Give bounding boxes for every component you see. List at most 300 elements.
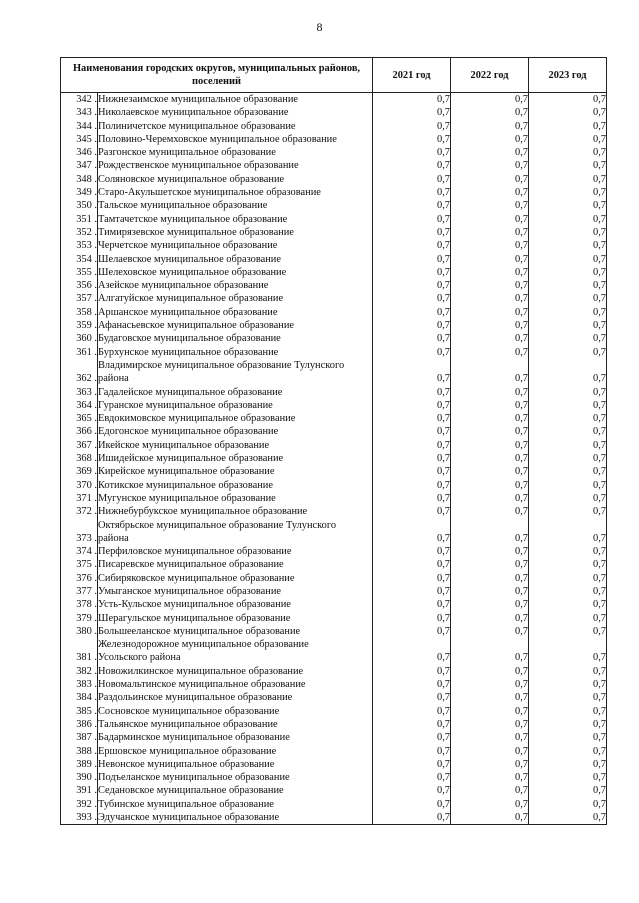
value-2023: 0,7 xyxy=(529,93,607,107)
value-2022: 0,7 xyxy=(451,705,529,718)
value-2023: 0,7 xyxy=(529,784,607,797)
table-row xyxy=(61,691,607,704)
municipality-name-line: Кирейское муниципальное образование xyxy=(98,466,275,478)
municipality-name xyxy=(98,784,373,797)
table-row xyxy=(61,572,607,585)
table-row xyxy=(61,412,607,425)
value-2022: 0,7 xyxy=(451,465,529,478)
value-2021: 0,7 xyxy=(373,266,451,279)
value-2022: 0,7 xyxy=(451,199,529,212)
row-number: 363 . xyxy=(61,386,98,399)
value-2021: 0,7 xyxy=(373,798,451,811)
row-number: 360 . xyxy=(61,332,98,345)
municipality-name-line: Октябрьское муниципальное образование Тулунского xyxy=(98,519,337,531)
table-row xyxy=(61,558,607,571)
municipality-name xyxy=(98,771,373,784)
table-row xyxy=(61,811,607,825)
value-2021: 0,7 xyxy=(373,505,451,518)
row-number: 350 . xyxy=(61,199,98,212)
row-number: 355 . xyxy=(61,266,98,279)
value-2023: 0,7 xyxy=(529,731,607,744)
table-row xyxy=(61,359,607,386)
municipality-name-line: Старо-Акульшетское муниципальное образование xyxy=(98,187,321,199)
value-2021: 0,7 xyxy=(373,213,451,226)
municipality-name-line: Бадарминское муниципальное образование xyxy=(98,732,290,744)
value-2023: 0,7 xyxy=(529,226,607,239)
table-row xyxy=(61,519,607,546)
municipality-name xyxy=(98,319,373,332)
municipality-name xyxy=(98,173,373,186)
value-2023: 0,7 xyxy=(529,306,607,319)
table-row xyxy=(61,731,607,744)
table-header-row xyxy=(61,58,607,93)
value-2021: 0,7 xyxy=(373,359,451,386)
municipality-name xyxy=(98,239,373,252)
table-row xyxy=(61,585,607,598)
municipality-name xyxy=(98,386,373,399)
row-number: 354 . xyxy=(61,253,98,266)
municipality-name-line: Тальянское муниципальное образование xyxy=(98,718,278,730)
value-2023: 0,7 xyxy=(529,452,607,465)
municipality-name xyxy=(98,439,373,452)
municipality-name xyxy=(98,266,373,279)
municipality-name-line: района xyxy=(98,373,129,385)
value-2022: 0,7 xyxy=(451,691,529,704)
value-2021: 0,7 xyxy=(373,678,451,691)
value-2023: 0,7 xyxy=(529,691,607,704)
municipality-name xyxy=(98,691,373,704)
municipality-name-line: Афанасьевское муниципальное образование xyxy=(98,320,295,332)
value-2021: 0,7 xyxy=(373,665,451,678)
municipality-name xyxy=(98,665,373,678)
value-2022: 0,7 xyxy=(451,585,529,598)
value-2022: 0,7 xyxy=(451,718,529,731)
value-2021: 0,7 xyxy=(373,173,451,186)
value-2022: 0,7 xyxy=(451,346,529,359)
municipality-name-line: Тамтачетское муниципальное образование xyxy=(98,213,288,225)
value-2022: 0,7 xyxy=(451,439,529,452)
row-number: 367 . xyxy=(61,439,98,452)
table-row xyxy=(61,199,607,212)
value-2023: 0,7 xyxy=(529,159,607,172)
value-2022: 0,7 xyxy=(451,279,529,292)
value-2021: 0,7 xyxy=(373,705,451,718)
table-row xyxy=(61,399,607,412)
table-row xyxy=(61,279,607,292)
municipality-name xyxy=(98,572,373,585)
value-2023: 0,7 xyxy=(529,346,607,359)
municipality-name-line: Соляновское муниципальное образование xyxy=(98,173,285,185)
value-2023: 0,7 xyxy=(529,359,607,386)
municipal-table xyxy=(60,57,607,825)
row-number: 372 . xyxy=(61,505,98,518)
page-number: 8 xyxy=(316,20,323,34)
municipality-name-line: Евдокимовское муниципальное образование xyxy=(98,413,296,425)
value-2022: 0,7 xyxy=(451,319,529,332)
value-2021: 0,7 xyxy=(373,239,451,252)
table-body xyxy=(61,93,607,825)
municipality-name-line: Шерагульское муниципальное образование xyxy=(98,612,291,624)
municipality-name xyxy=(98,253,373,266)
municipality-name xyxy=(98,731,373,744)
value-2023: 0,7 xyxy=(529,625,607,638)
municipality-name-line: Нижнезаимское муниципальное образование xyxy=(98,94,298,105)
row-number: 342 . xyxy=(61,93,98,107)
value-2021: 0,7 xyxy=(373,386,451,399)
value-2023: 0,7 xyxy=(529,173,607,186)
municipality-name-line: Сибиряковское муниципальное образование xyxy=(98,572,295,584)
row-number: 356 . xyxy=(61,279,98,292)
municipality-name-line: Сосновское муниципальное образование xyxy=(98,705,280,717)
table-row xyxy=(61,784,607,797)
row-number: 365 . xyxy=(61,412,98,425)
value-2021: 0,7 xyxy=(373,545,451,558)
row-number: 388 . xyxy=(61,745,98,758)
value-2022: 0,7 xyxy=(451,572,529,585)
value-2023: 0,7 xyxy=(529,718,607,731)
value-2022: 0,7 xyxy=(451,120,529,133)
table-row xyxy=(61,625,607,638)
municipality-name xyxy=(98,412,373,425)
value-2022: 0,7 xyxy=(451,399,529,412)
table-row xyxy=(61,492,607,505)
value-2023: 0,7 xyxy=(529,412,607,425)
value-2023: 0,7 xyxy=(529,199,607,212)
municipality-name-line: Раздольинское муниципальное образование xyxy=(98,692,293,704)
table-row xyxy=(61,306,607,319)
municipality-name-line: Седановское муниципальное образование xyxy=(98,785,284,797)
municipality-name xyxy=(98,332,373,345)
row-number: 390 . xyxy=(61,771,98,784)
value-2022: 0,7 xyxy=(451,811,529,825)
municipality-name-line: Писаревское муниципальное образование xyxy=(98,559,284,571)
municipality-name-line: Владимирское муниципальное образование Тулунского xyxy=(98,359,345,371)
municipality-name xyxy=(98,399,373,412)
value-2022: 0,7 xyxy=(451,159,529,172)
value-2021: 0,7 xyxy=(373,159,451,172)
table-row xyxy=(61,425,607,438)
value-2022: 0,7 xyxy=(451,638,529,665)
row-number: 374 . xyxy=(61,545,98,558)
table-row xyxy=(61,133,607,146)
value-2023: 0,7 xyxy=(529,120,607,133)
value-2022: 0,7 xyxy=(451,452,529,465)
municipality-name-line: Подъеланское муниципальное образование xyxy=(98,772,290,784)
row-number: 352 . xyxy=(61,226,98,239)
value-2021: 0,7 xyxy=(373,585,451,598)
value-2021: 0,7 xyxy=(373,612,451,625)
value-2021: 0,7 xyxy=(373,519,451,546)
table-row xyxy=(61,705,607,718)
value-2023: 0,7 xyxy=(529,572,607,585)
municipality-name-line: Новомальтинское муниципальное образование xyxy=(98,679,306,691)
value-2023: 0,7 xyxy=(529,425,607,438)
row-number: 353 . xyxy=(61,239,98,252)
municipality-name-line: Будаговское муниципальное образование xyxy=(98,333,281,345)
value-2022: 0,7 xyxy=(451,146,529,159)
value-2022: 0,7 xyxy=(451,558,529,571)
table-row xyxy=(61,612,607,625)
value-2021: 0,7 xyxy=(373,452,451,465)
municipality-name xyxy=(98,479,373,492)
municipality-name xyxy=(98,718,373,731)
table-row xyxy=(61,292,607,305)
table-row xyxy=(61,718,607,731)
table-row xyxy=(61,771,607,784)
table-row xyxy=(61,213,607,226)
value-2022: 0,7 xyxy=(451,798,529,811)
value-2022: 0,7 xyxy=(451,425,529,438)
municipality-name xyxy=(98,492,373,505)
value-2021: 0,7 xyxy=(373,133,451,146)
value-2023: 0,7 xyxy=(529,545,607,558)
value-2023: 0,7 xyxy=(529,332,607,345)
municipality-name-line: Нижнебурбукское муниципальное образование xyxy=(98,506,308,518)
row-number: 379 . xyxy=(61,612,98,625)
value-2023: 0,7 xyxy=(529,479,607,492)
municipality-name-line: Гуранское муниципальное образование xyxy=(98,399,273,411)
municipality-name-line: Мугунское муниципальное образование xyxy=(98,492,276,504)
municipality-name-line: Тубинское муниципальное образование xyxy=(98,798,274,810)
municipality-name xyxy=(98,585,373,598)
municipality-name xyxy=(98,558,373,571)
value-2021: 0,7 xyxy=(373,745,451,758)
table-row xyxy=(61,798,607,811)
value-2022: 0,7 xyxy=(451,133,529,146)
municipality-name xyxy=(98,120,373,133)
value-2023: 0,7 xyxy=(529,678,607,691)
value-2022: 0,7 xyxy=(451,292,529,305)
municipality-name xyxy=(98,798,373,811)
value-2023: 0,7 xyxy=(529,133,607,146)
municipality-name xyxy=(98,159,373,172)
value-2021: 0,7 xyxy=(373,638,451,665)
table-row xyxy=(61,505,607,518)
municipality-name xyxy=(98,146,373,159)
table-row xyxy=(61,106,607,119)
value-2022: 0,7 xyxy=(451,784,529,797)
municipality-name-line: Шелаевское муниципальное образование xyxy=(98,253,281,265)
value-2023: 0,7 xyxy=(529,386,607,399)
municipality-name-line: Едогонское муниципальное образование xyxy=(98,426,279,438)
value-2021: 0,7 xyxy=(373,399,451,412)
value-2021: 0,7 xyxy=(373,465,451,478)
value-2022: 0,7 xyxy=(451,213,529,226)
value-2021: 0,7 xyxy=(373,332,451,345)
municipality-name xyxy=(98,612,373,625)
row-number: 380 . xyxy=(61,625,98,638)
municipality-name xyxy=(98,758,373,771)
value-2023: 0,7 xyxy=(529,705,607,718)
municipality-name-line: Черчетское муниципальное образование xyxy=(98,240,278,252)
table-row xyxy=(61,186,607,199)
municipality-name-line: Большееланское муниципальное образование xyxy=(98,625,301,637)
value-2022: 0,7 xyxy=(451,106,529,119)
row-number: 349 . xyxy=(61,186,98,199)
municipality-name xyxy=(98,359,373,386)
municipality-name xyxy=(98,598,373,611)
table-row xyxy=(61,452,607,465)
municipality-name xyxy=(98,106,373,119)
row-number: 387 . xyxy=(61,731,98,744)
row-number: 351 . xyxy=(61,213,98,226)
value-2021: 0,7 xyxy=(373,346,451,359)
value-2021: 0,7 xyxy=(373,771,451,784)
value-2021: 0,7 xyxy=(373,625,451,638)
value-2023: 0,7 xyxy=(529,213,607,226)
value-2023: 0,7 xyxy=(529,266,607,279)
value-2021: 0,7 xyxy=(373,572,451,585)
table-row xyxy=(61,545,607,558)
row-number: 370 . xyxy=(61,479,98,492)
row-number: 378 . xyxy=(61,598,98,611)
value-2022: 0,7 xyxy=(451,239,529,252)
municipality-name-line: Аршанское муниципальное образование xyxy=(98,306,278,318)
value-2023: 0,7 xyxy=(529,598,607,611)
value-2023: 0,7 xyxy=(529,665,607,678)
value-2022: 0,7 xyxy=(451,386,529,399)
table-row xyxy=(61,332,607,345)
value-2023: 0,7 xyxy=(529,758,607,771)
value-2023: 0,7 xyxy=(529,106,607,119)
municipality-name-line: Ершовское муниципальное образование xyxy=(98,745,277,757)
row-number: 383 . xyxy=(61,678,98,691)
municipality-name-line: Азейское муниципальное образование xyxy=(98,280,269,292)
value-2023: 0,7 xyxy=(529,186,607,199)
table-row xyxy=(61,319,607,332)
value-2022: 0,7 xyxy=(451,173,529,186)
value-2021: 0,7 xyxy=(373,691,451,704)
row-number: 343 . xyxy=(61,106,98,119)
value-2022: 0,7 xyxy=(451,359,529,386)
value-2022: 0,7 xyxy=(451,266,529,279)
value-2022: 0,7 xyxy=(451,93,529,107)
table-row xyxy=(61,173,607,186)
row-number: 366 . xyxy=(61,425,98,438)
row-number: 344 . xyxy=(61,120,98,133)
value-2022: 0,7 xyxy=(451,771,529,784)
row-number: 384 . xyxy=(61,691,98,704)
table-row xyxy=(61,439,607,452)
municipality-name xyxy=(98,133,373,146)
value-2022: 0,7 xyxy=(451,545,529,558)
value-2022: 0,7 xyxy=(451,186,529,199)
value-2022: 0,7 xyxy=(451,598,529,611)
value-2023: 0,7 xyxy=(529,465,607,478)
row-number: 345 . xyxy=(61,133,98,146)
table-row xyxy=(61,266,607,279)
value-2022: 0,7 xyxy=(451,412,529,425)
municipality-name xyxy=(98,811,373,825)
row-number: 362 . xyxy=(61,359,98,386)
municipality-name xyxy=(98,186,373,199)
row-number: 392 . xyxy=(61,798,98,811)
municipality-name-line: Тальское муниципальное образование xyxy=(98,200,268,212)
value-2023: 0,7 xyxy=(529,558,607,571)
municipality-name xyxy=(98,638,373,665)
row-number: 373 . xyxy=(61,519,98,546)
value-2021: 0,7 xyxy=(373,412,451,425)
municipality-name xyxy=(98,226,373,239)
municipality-name xyxy=(98,519,373,546)
municipality-name-line: Шелеховское муниципальное образование xyxy=(98,266,287,278)
municipality-name-line: Полиничетское муниципальное образование xyxy=(98,120,296,132)
value-2023: 0,7 xyxy=(529,253,607,266)
value-2021: 0,7 xyxy=(373,199,451,212)
value-2022: 0,7 xyxy=(451,306,529,319)
value-2023: 0,7 xyxy=(529,439,607,452)
row-number: 346 . xyxy=(61,146,98,159)
value-2023: 0,7 xyxy=(529,745,607,758)
value-2021: 0,7 xyxy=(373,731,451,744)
table-row xyxy=(61,226,607,239)
row-number: 347 . xyxy=(61,159,98,172)
value-2022: 0,7 xyxy=(451,678,529,691)
table-row xyxy=(61,745,607,758)
value-2023: 0,7 xyxy=(529,505,607,518)
value-2022: 0,7 xyxy=(451,505,529,518)
value-2022: 0,7 xyxy=(451,479,529,492)
value-2021: 0,7 xyxy=(373,292,451,305)
table-row xyxy=(61,346,607,359)
table-row xyxy=(61,120,607,133)
value-2023: 0,7 xyxy=(529,279,607,292)
value-2023: 0,7 xyxy=(529,612,607,625)
table-row xyxy=(61,253,607,266)
value-2021: 0,7 xyxy=(373,120,451,133)
municipality-name xyxy=(98,505,373,518)
municipality-name xyxy=(98,545,373,558)
value-2021: 0,7 xyxy=(373,425,451,438)
header-year-2023: 2023 год xyxy=(529,58,607,93)
value-2023: 0,7 xyxy=(529,239,607,252)
municipality-name xyxy=(98,465,373,478)
municipality-name-line: Умыганское муниципальное образование xyxy=(98,585,282,597)
municipality-name-line: Николаевское муниципальное образование xyxy=(98,107,289,119)
row-number: 377 . xyxy=(61,585,98,598)
value-2023: 0,7 xyxy=(529,146,607,159)
row-number: 371 . xyxy=(61,492,98,505)
value-2023: 0,7 xyxy=(529,319,607,332)
municipality-name-line: Икейское муниципальное образование xyxy=(98,439,270,451)
row-number: 376 . xyxy=(61,572,98,585)
municipality-name-line: Половино-Черемховское муниципальное образование xyxy=(98,133,337,145)
value-2023: 0,7 xyxy=(529,811,607,825)
table-row xyxy=(61,758,607,771)
municipality-name-line: Бурхунское муниципальное образование xyxy=(98,346,279,358)
value-2022: 0,7 xyxy=(451,625,529,638)
municipality-name-line: Рождественское муниципальное образование xyxy=(98,160,299,172)
value-2021: 0,7 xyxy=(373,319,451,332)
row-number: 382 . xyxy=(61,665,98,678)
municipality-name xyxy=(98,93,373,107)
value-2022: 0,7 xyxy=(451,745,529,758)
row-number: 368 . xyxy=(61,452,98,465)
header-name-column: Наименования городских округов, муниципальных районов, поселений xyxy=(61,58,373,93)
municipality-name-line: Железнодорожное муниципальное образование xyxy=(98,639,309,651)
municipality-name xyxy=(98,705,373,718)
municipality-name-line: Эдучанское муниципальное образование xyxy=(98,812,280,824)
value-2021: 0,7 xyxy=(373,558,451,571)
value-2021: 0,7 xyxy=(373,492,451,505)
value-2021: 0,7 xyxy=(373,253,451,266)
header-year-2022: 2022 год xyxy=(451,58,529,93)
value-2021: 0,7 xyxy=(373,758,451,771)
municipality-name-line: Ишидейское муниципальное образование xyxy=(98,453,284,465)
value-2022: 0,7 xyxy=(451,332,529,345)
municipality-name-line: Разгонское муниципальное образование xyxy=(98,147,276,159)
row-number: 348 . xyxy=(61,173,98,186)
